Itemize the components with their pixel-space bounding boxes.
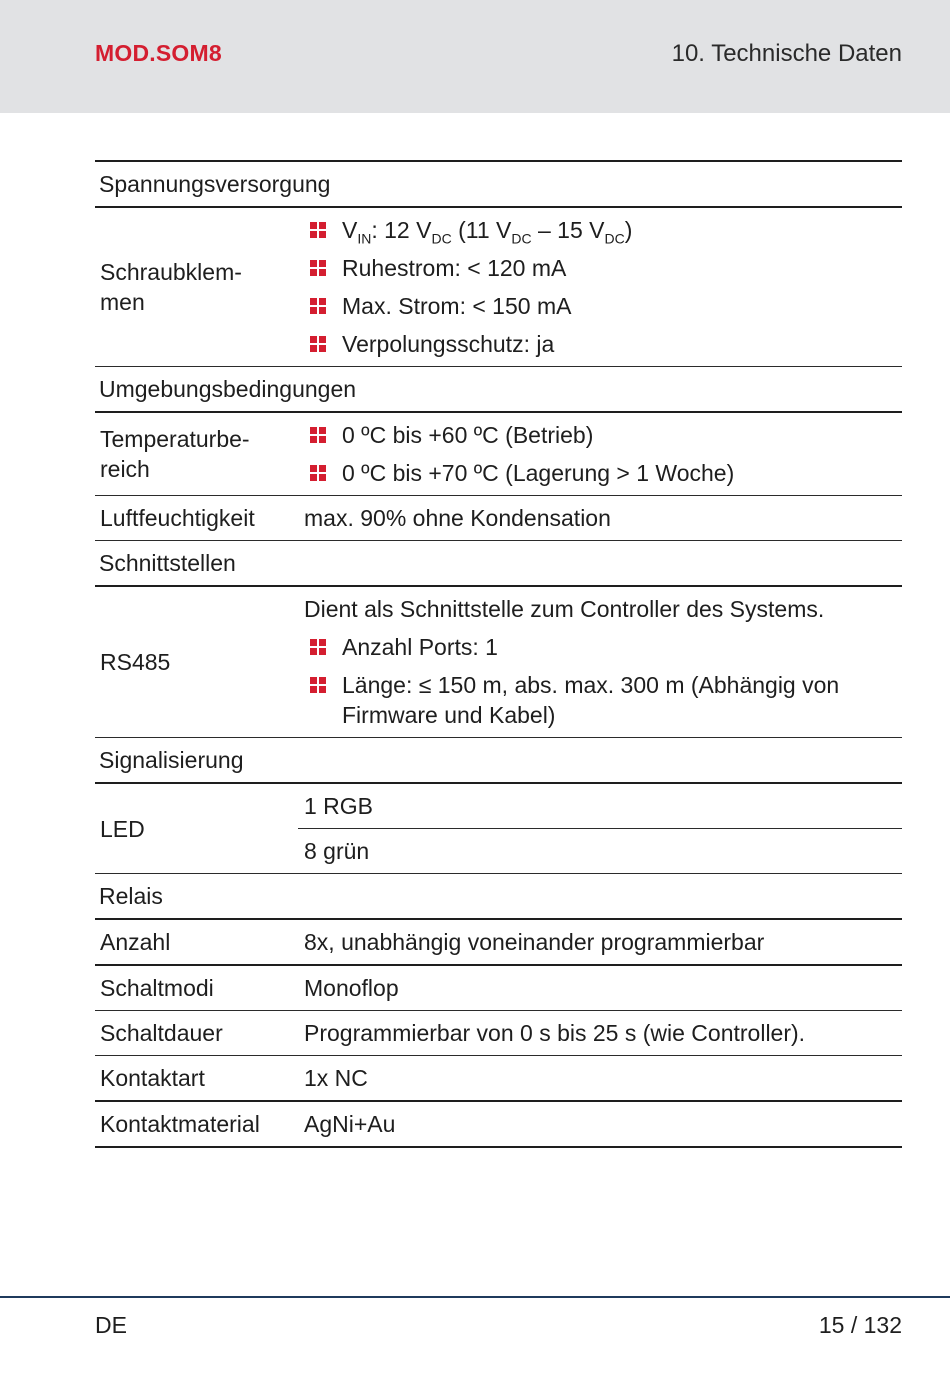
row-value: 1x NC (298, 1056, 902, 1102)
row-label: Luftfeuchtigkeit (95, 496, 298, 541)
section-row-interfaces (95, 541, 902, 587)
language-code: DE (95, 1312, 127, 1338)
table-row (95, 919, 902, 965)
bullet-icon (310, 677, 326, 693)
footer-divider (0, 1296, 950, 1298)
list-item (304, 632, 898, 662)
bullet-list (304, 215, 898, 359)
bullet-icon (310, 260, 326, 276)
list-item-text: Anzahl Ports: 1 (342, 634, 498, 660)
row-value: 8x, unabhängig voneinander programmierbar (298, 919, 902, 965)
list-item (304, 253, 898, 283)
row-value (298, 412, 902, 496)
row-value: Monoflop (298, 965, 902, 1011)
table-row (95, 1101, 902, 1147)
bullet-list (304, 420, 898, 488)
row-label-text: Schraubklem- men (100, 259, 242, 315)
page-number: 15 / 132 (818, 1312, 902, 1338)
table-row (95, 1056, 902, 1102)
section-title: Spannungsversorgung (95, 161, 902, 207)
row-value (298, 586, 902, 738)
list-item-text: Ruhestrom: < 120 mA (342, 255, 567, 281)
row-label: Schaltmodi (95, 965, 298, 1011)
vin-15: – 15 V (531, 217, 605, 243)
table-row (95, 207, 902, 367)
vin-close: ) (624, 217, 633, 243)
list-item (304, 291, 898, 321)
row-label: Anzahl (95, 919, 298, 965)
chapter-title: 10. Technische Daten (671, 40, 902, 67)
list-item-text: Länge: ≤ 150 m, abs. max. 300 m (Abhängig von Firmware und Kabel) (342, 672, 840, 728)
vin-11: (11 V (451, 217, 512, 243)
row-label: Schaltdauer (95, 1011, 298, 1056)
row-label: Kontaktmaterial (95, 1101, 298, 1147)
bullet-icon (310, 336, 326, 352)
section-title: Umgebungsbedingungen (95, 367, 902, 413)
list-item-text: 0 ºC bis +70 ºC (Lagerung > 1 Woche) (342, 460, 735, 486)
section-title: Schnittstellen (95, 541, 902, 587)
row-value: 1 RGB (298, 783, 902, 829)
list-item (304, 329, 898, 359)
product-name: MOD.SOM8 (95, 40, 222, 66)
bullet-icon (310, 427, 326, 443)
table-row (95, 1011, 902, 1056)
bullet-icon (310, 639, 326, 655)
table-row (95, 496, 902, 541)
list-item (304, 458, 898, 488)
section-title: Relais (95, 874, 902, 920)
row-label: Kontaktart (95, 1056, 298, 1102)
list-item-text: 0 ºC bis +60 ºC (Betrieb) (342, 422, 594, 448)
table-row (95, 412, 902, 496)
vin-dc-sub-3: DC (604, 230, 625, 247)
row-value (298, 207, 902, 367)
table-row (95, 783, 902, 829)
bullet-icon (310, 465, 326, 481)
row-label (95, 412, 298, 496)
bullet-icon (310, 298, 326, 314)
rs485-description: Dient als Schnittstelle zum Controller des Systems. (304, 596, 825, 622)
row-label (95, 207, 298, 367)
table-row (95, 965, 902, 1011)
row-value: Programmierbar von 0 s bis 25 s (wie Controller). (298, 1011, 902, 1056)
vin-v: V (342, 217, 358, 243)
row-label: RS485 (95, 586, 298, 738)
list-item-text: Verpolungsschutz: ja (342, 331, 555, 357)
row-label: LED (95, 783, 298, 874)
vin-dc-sub-1: DC (431, 230, 452, 247)
technical-data-table (95, 160, 902, 1148)
section-title: Signalisierung (95, 738, 902, 784)
vin-12: : 12 V (371, 217, 432, 243)
list-item (304, 670, 898, 730)
bullet-icon (310, 222, 326, 238)
row-value: max. 90% ohne Kondensation (298, 496, 902, 541)
section-row-relay (95, 874, 902, 920)
list-item (304, 420, 898, 450)
page-header (0, 0, 950, 113)
row-value: 8 grün (298, 829, 902, 874)
section-row-environment (95, 367, 902, 413)
section-row-power (95, 161, 902, 207)
vin-in-sub: IN (357, 230, 372, 247)
table-row (95, 586, 902, 738)
section-row-signaling (95, 738, 902, 784)
list-item-text: Max. Strom: < 150 mA (342, 293, 572, 319)
bullet-list (304, 632, 898, 730)
list-item (304, 215, 898, 245)
row-value: AgNi+Au (298, 1101, 902, 1147)
vin-dc-sub-2: DC (511, 230, 532, 247)
row-label-text: Temperaturbe- reich (100, 426, 250, 482)
